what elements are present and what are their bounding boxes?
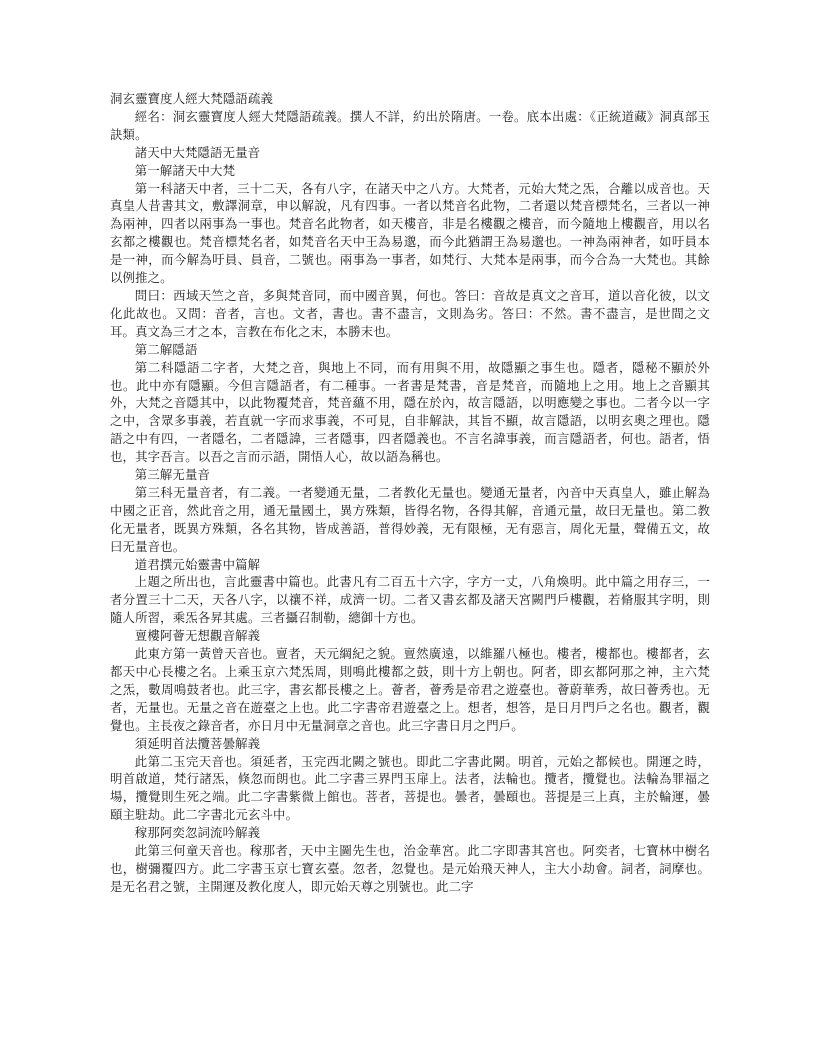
section-heading-xuyan: 須延明首法攬菩曇解義 <box>134 735 261 751</box>
document-body <box>110 90 710 896</box>
section-heading-disan: 第三解无量音 <box>134 467 211 483</box>
section-heading-zhutian: 諸天中大梵隱語无量音 <box>134 144 261 160</box>
paragraph-dongfang: 此東方第一黃曾天音也。亶者，天元綱紀之貌。亶然廣遠，以維羅八極也。樓者，樓都也。樓都者，玄都天中心長樓之名。上乘玉京六梵炁周，則鳴此樓都之鼓，則十方上朝也。阿者，即玄都阿那之神，主六梵之炁，數周鳴鼓者也。此三字，書玄都長樓之上。薈者，薈秀是帝君之遊臺也。薈蔚華秀，故曰薈秀也。无者，无量也。无量之音在遊臺之上也。此二字書帝君遊臺之上。想者，想答，是日月門戶之名也。觀者，觀覺也。主長夜之錄音者，亦日月中无量洞章之音也。此三字書日月之門戶。 <box>110 646 710 733</box>
paragraph-shangti: 上題之所出也，言此靈書中篇也。此書凡有二百五十六字，字方一丈，八角煥明。此中篇之用存三，一者分置三十二天，天各八字，以禳不祥，成濟一切。二者又書玄都及諸天宮闕門戶樓觀，若脩服其字明，則隨人所習，乘炁各昇其處。三者攝召制勒，總御十方也。 <box>110 574 710 626</box>
section-heading-dier: 第二解隱語 <box>134 341 198 357</box>
section-heading-jiana: 稼那阿奕忽詞流吟解義 <box>134 825 261 841</box>
paragraph-disan-hetong: 此第三何童天音也。稼那者，天中主圖先生也，治金華宮。此二字即書其宮也。阿奕者，七寶林中樹名也，樹彌覆四方。此二字書玉京七寶玄臺。忽者，忽覺也。是元始飛天神人，主大小劫會。詞者，詞摩也。是无名君之號，主開運及教化度人，即元始天尊之別號也。此二字 <box>110 843 710 894</box>
section-heading-diyi: 第一解諸天中大梵 <box>134 162 236 178</box>
paragraph-diyi-ke: 第一科諸天中者，三十二天，各有八字，在諸天中之八方。大梵者，元始大梵之炁，合離以成音也。天真皇人昔書其文，敷譯洞章，申以解說，凡有四事。一者以梵音名此物，二者還以梵音標梵名，三者以一神為兩神，四者以兩事為一事也。梵音名此物者，如天樓音，非是名樓觀之樓音，而今隨地上樓觀音，用以名玄都之樓觀也。梵音標梵名者，如梵音名天中王為易邈，而今此猶謂王為易邈也。一神為兩神者，如吁員本是一神，而今解為吁員、員音，二號也。兩事為一事者，如梵行、大梵本是兩事，而今合為一大梵也。其餘以例推之。 <box>110 180 710 286</box>
section-heading-danlou: 亶樓阿薈无想觀音解義 <box>134 628 261 644</box>
paragraph-dier-ke: 第二科隱語二字者，大梵之音，與地上不同，而有用與不用，故隱顯之事生也。隱者，隱秘不顯於外也。此中亦有隱顯。今但言隱語者，有二種事。一者書是梵書，音是梵音，而隨地上之用。地上之音顯其外，大梵之音隱其中，以此物覆梵音，梵音蘊不用，隱在於內，故言隱語，以明應變之事也。二者今以一字之中，含眾多事義，若直就一字而求事義，不可見，自非解訣，其旨不顯，故言隱語，以明玄奧之理也。隱語之中有四，一者隱名，二者隱諱，三者隱事，四者隱義也。不言名諱事義，而言隱語者，何也。語者，悟也，其字吾言。以吾之言而示語，開悟人心，故以語為稱也。 <box>110 359 710 465</box>
paragraph-dier-yuwan: 此第二玉完天音也。須延者，玉完西北闕之號也。即此二字書此闕。明首，元始之都候也。開運之時，明首啟道，梵行諸炁，倏忽而朗也。此二字書三界門玉扉上。法者，法輪也。攬者，攬覺也。法輪為罪福之場，攬覺則生死之端。此二字書紫微上館也。菩者，菩提也。曇者，曇頤也。菩提是三上真，主於輪運，曇頤主駐劫。此二字書北元玄斗中。 <box>110 753 710 823</box>
paragraph-wenyue: 問曰：西域天竺之音，多與梵音同，而中國音異，何也。答曰：音故是真文之音耳，道以音化彼，以文化此故也。又問：音者，言也。文者，書也。書不盡言，文則為劣。答曰：不然。書不盡言，是世間之文耳。真文為三才之本，言教在布化之末，本勝末也。 <box>110 287 710 339</box>
paragraph-colophon: 經名：洞玄靈寶度人經大梵隱語疏義。撰人不詳，約出於隋唐。一卷。底本出處：《正統道藏》洞真部玉訣類。 <box>110 108 710 142</box>
paragraph-disan-ke: 第三科无量音者，有二義。一者變通无量，二者教化无量也。變通无量者，內音中天真皇人，雖止解為中國之正音，然此音之用，通无量國土，異方殊類，皆得名物，各得其解，音通元量，故曰无量也。第二教化无量者，既異方殊類，各名其物，皆成善語，普得妙義，无有限極，无有惡言，周化无量，聲備五文，故曰无量音也。 <box>110 484 710 554</box>
section-heading-daojun: 道君撰元始靈書中篇解 <box>134 556 261 572</box>
document-title: 洞玄靈寶度人經大梵隱語疏義 <box>110 91 274 106</box>
